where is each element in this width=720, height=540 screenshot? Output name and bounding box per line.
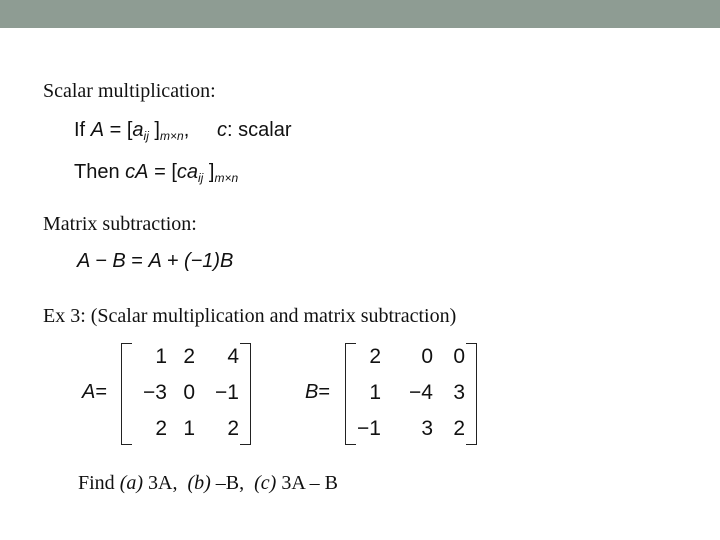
matrix-a-cell: −3 xyxy=(143,381,167,404)
scalar-definition-then xyxy=(74,161,238,185)
if-lhs: A xyxy=(90,119,105,141)
matrix-a xyxy=(121,343,251,443)
matrix-b-cell: −1 xyxy=(357,417,381,440)
find-prefix: Find xyxy=(78,472,115,494)
then-eq: = xyxy=(154,161,166,183)
matrix-a-name: A xyxy=(82,381,96,403)
matrix-a-right-bracket xyxy=(240,343,251,445)
find-c-expr: 3A – B xyxy=(281,472,339,494)
if-eq: = xyxy=(109,119,122,141)
matrix-a-cell: 0 xyxy=(183,381,195,404)
matrix-a-cell: 4 xyxy=(227,345,239,368)
matrix-a-cell: 2 xyxy=(155,417,167,440)
then-dim: m×n xyxy=(214,171,239,185)
find-b-label: (b) xyxy=(187,472,211,494)
find-a-expr: 3A, xyxy=(148,472,178,494)
then-entry-sub: ij xyxy=(198,171,204,185)
matrix-b-cell: 3 xyxy=(421,417,433,440)
matrix-a-label xyxy=(82,381,107,404)
heading-scalar-multiplication: Scalar multiplication: xyxy=(43,80,216,102)
find-a-label: (a) xyxy=(119,472,144,494)
matrix-b-right-bracket xyxy=(466,343,477,445)
matrix-a-cell: 1 xyxy=(183,417,195,440)
if-bracket-close: ] xyxy=(148,119,160,141)
matrix-a-cell: 1 xyxy=(155,345,167,368)
if-word: If xyxy=(74,119,86,141)
find-instruction xyxy=(78,472,338,495)
find-c-label: (c) xyxy=(254,472,277,494)
matrix-a-cell: 2 xyxy=(183,345,195,368)
matrix-b-eq: = xyxy=(318,381,331,403)
scalar-label: : scalar xyxy=(227,119,292,141)
matrix-b-cell: 0 xyxy=(421,345,433,368)
heading-matrix-subtraction: Matrix subtraction: xyxy=(43,213,197,235)
scalar-c: c xyxy=(217,119,228,141)
find-b-expr: –B, xyxy=(215,472,245,494)
subtraction-definition xyxy=(77,250,233,273)
matrix-b-cell: 0 xyxy=(453,345,465,368)
then-bracket-open: [ xyxy=(171,161,177,183)
if-entry-sub: ij xyxy=(143,129,149,143)
matrix-b xyxy=(345,343,477,443)
then-entry: ca xyxy=(176,161,198,183)
then-word: Then xyxy=(74,161,120,183)
heading-example-3: Ex 3: (Scalar multiplication and matrix subtraction) xyxy=(43,305,457,327)
scalar-definition-if xyxy=(74,119,292,143)
if-comma: , xyxy=(183,119,190,141)
matrix-a-cell: −1 xyxy=(215,381,239,404)
if-bracket-open: [ xyxy=(126,119,133,141)
matrix-b-cell: 2 xyxy=(453,417,465,440)
matrix-a-eq: = xyxy=(95,381,108,403)
top-title-bar xyxy=(0,0,720,28)
matrix-b-label xyxy=(305,381,330,404)
if-entry: a xyxy=(132,119,144,141)
subtraction-eq: = xyxy=(131,250,143,272)
matrix-b-name: B xyxy=(305,381,319,403)
matrix-b-cell: 2 xyxy=(369,345,381,368)
then-lhs: cA xyxy=(125,161,149,183)
then-bracket-close: ] xyxy=(203,161,215,183)
matrix-b-cell: 1 xyxy=(369,381,381,404)
if-dim: m×n xyxy=(160,129,184,143)
matrix-b-cell: −4 xyxy=(409,381,433,404)
subtraction-rhs: A + (−1)B xyxy=(148,250,234,272)
matrix-a-cell: 2 xyxy=(227,417,239,440)
matrix-b-cell: 3 xyxy=(453,381,465,404)
subtraction-lhs: A − B xyxy=(77,250,126,272)
matrix-a-left-bracket xyxy=(121,343,132,445)
